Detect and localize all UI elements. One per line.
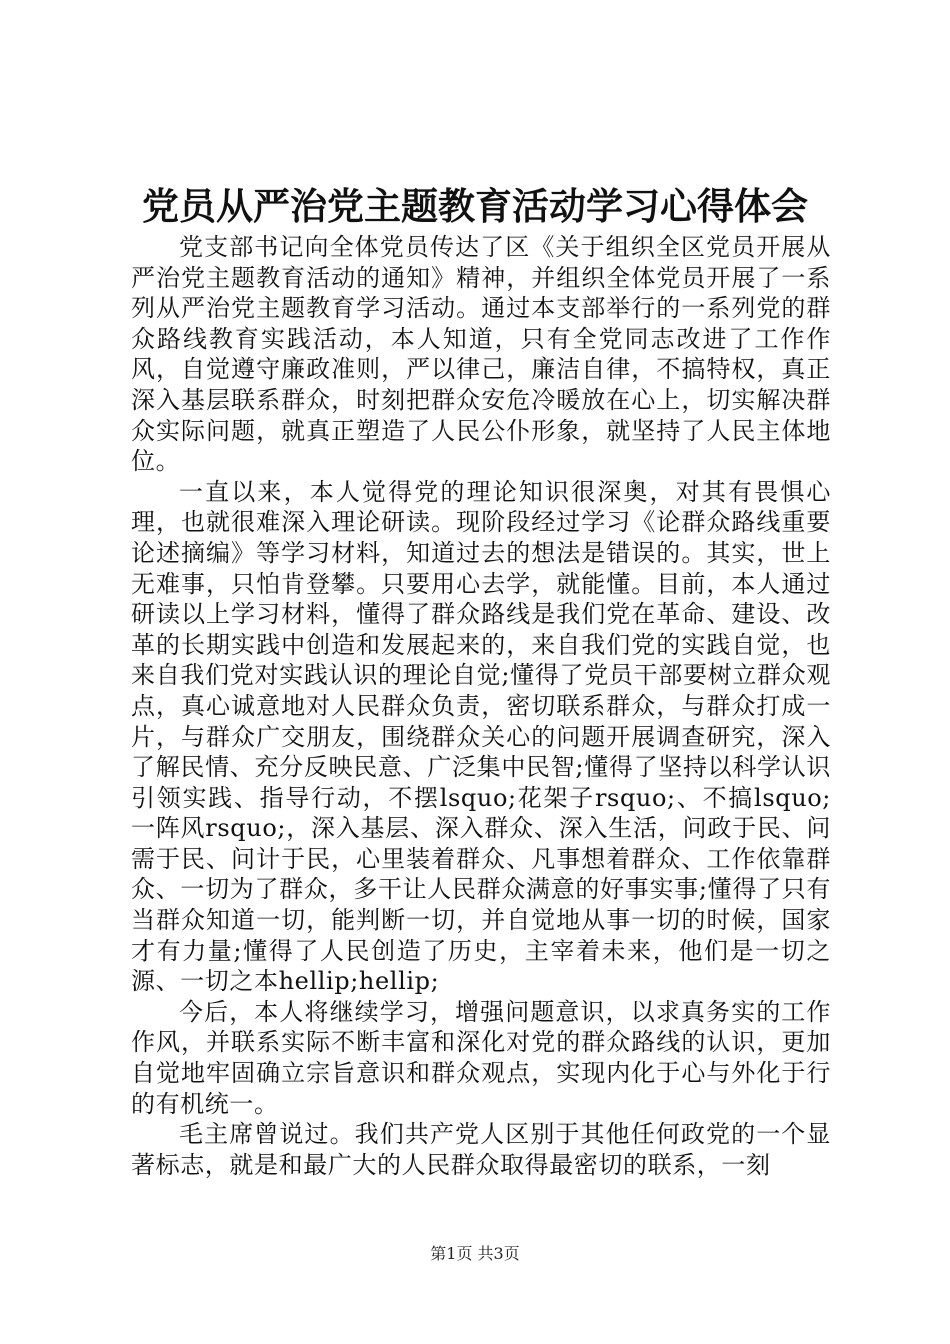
document-body [131, 232, 831, 1180]
paragraph-1: 党支部书记向全体党员传达了区《关于组织全区党员开展从严治党主题教育活动的通知》精神，并组织全体党员开展了一系列从严治党主题教育学习活动。通过本支部举行的一系列党的群众路线教育实践活动，本人知道，只有全党同志改进了工作作风，自觉遵守廉政准则，严以律己，廉洁自律，不搞特权，真正深入基层联系群众，时刻把群众安危冷暖放在心上，切实解决群众实际问题，就真正塑造了人民公仆形象，就坚持了人民主体地位。 [131, 233, 831, 476]
document-title: 党员从严治党主题教育活动学习心得体会 [142, 185, 808, 228]
page-footer: 第1页 共3页 [430, 1244, 520, 1263]
paragraph-2: 一直以来，本人觉得党的理论知识很深奥，对其有畏惧心理，也就很难深入理论研读。现阶段经过学习《论群众路线重要论述摘编》等学习材料，知道过去的想法是错误的。其实，世上无难事，只怕肯登攀。只要用心去学，就能懂。目前，本人通过研读以上学习材料，懂得了群众路线是我们党在革命、建设、改革的长期实践中创造和发展起来的，来自我们党的实践自觉，也来自我们党对实践认识的理论自觉;懂得了党员干部要树立群众观点，真心诚意地对人民群众负责，密切联系群众，与群众打成一片，与群众广交朋友，围绕群众关心的问题开展调查研究，深入了解民情、充分反映民意、广泛集中民智;懂得了坚持以科学认识引领实践、指导行动，不摆lsquo;花架子rsquo;、不搞lsquo;一阵风rsquo;，深入基层、深入群众、深入生活，问政于民、问需于民、问计于民，心里装着群众、凡事想着群众、工作依靠群众、一切为了群众，多干让人民群众满意的好事实事;懂得了只有当群众知道一切，能判断一切，并自觉地从事一切的时候，国家才有力量;懂得了人民创造了历史，主宰着未来，他们是一切之源、一切之本hellip;hellip; [131, 477, 831, 996]
paragraph-3: 今后，本人将继续学习，增强问题意识，以求真务实的工作作风，并联系实际不断丰富和深化对党的群众路线的认识，更加自觉地牢固确立宗旨意识和群众观点，实现内化于心与外化于行的有机统一。 [131, 997, 831, 1118]
paragraph-4: 毛主席曾说过。我们共产党人区别于其他任何政党的一个显著标志，就是和最广大的人民群众取得最密切的联系，一刻 [131, 1120, 831, 1179]
